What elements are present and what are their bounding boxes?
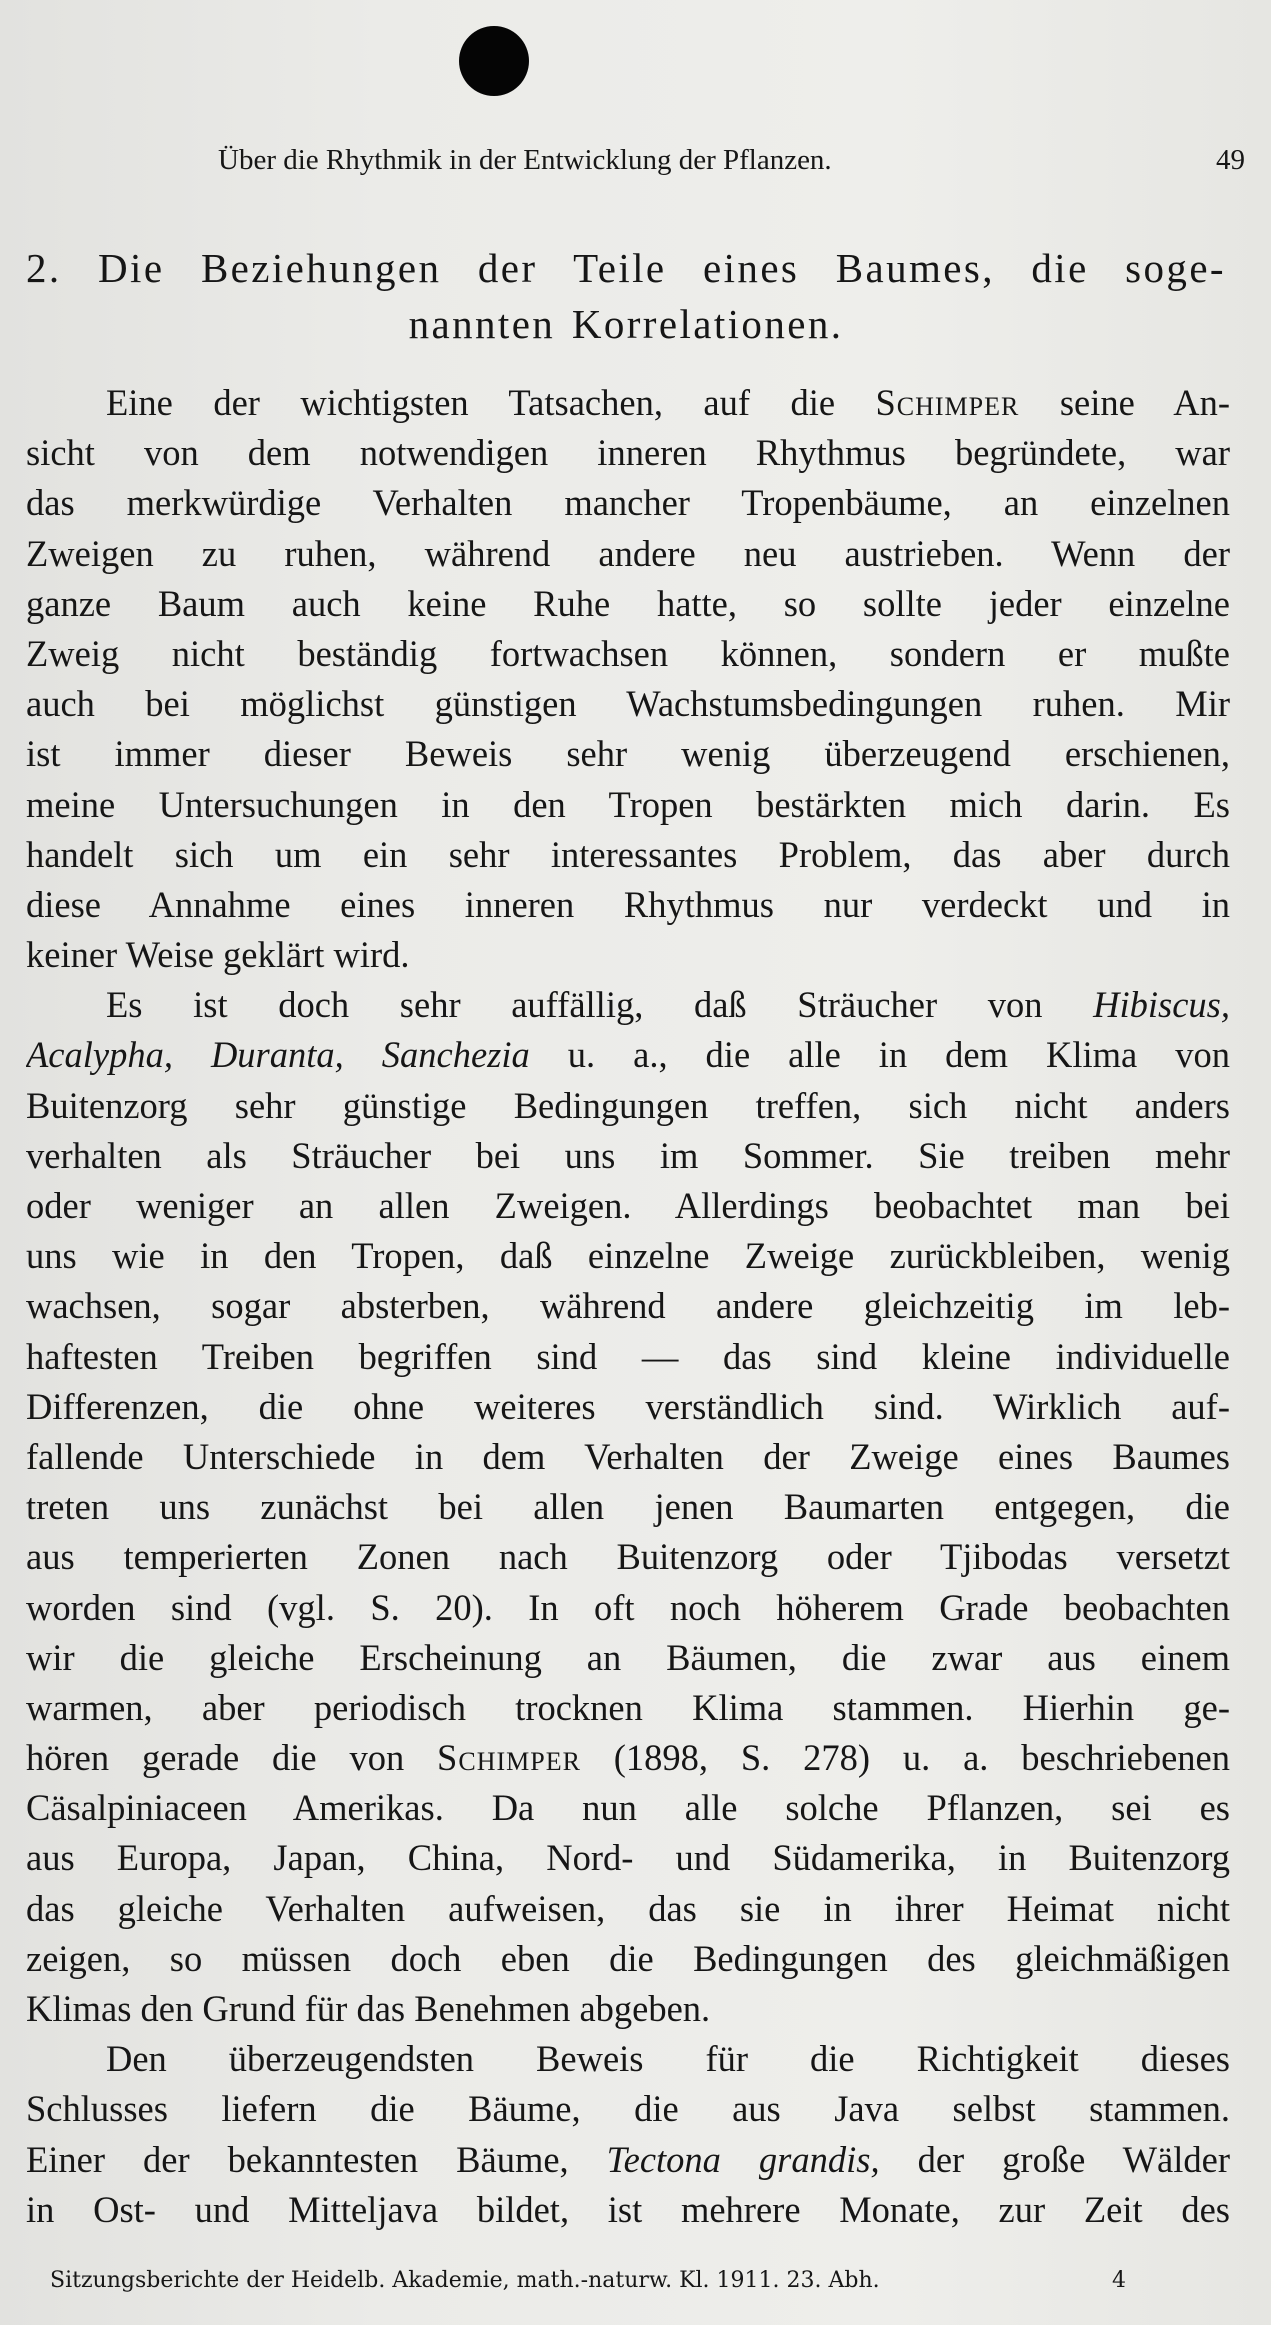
text-line [26, 980, 1230, 1030]
text-run: Cäsalpiniaceen Amerikas. Da nun alle solche Pflanzen, sei es [26, 1787, 1230, 1829]
paragraph [26, 980, 1230, 2034]
body-text [26, 378, 1230, 2235]
text-run: Es ist doch sehr auffällig, daß Sträucher von [106, 984, 1094, 1026]
text-line [26, 1131, 1230, 1181]
text-line [26, 2084, 1230, 2134]
text-run: Eine der wichtigsten Tatsachen, auf die [106, 382, 876, 423]
text-run: worden sind (vgl. S. 20). In oft noch höherem Grade beobachten [26, 1586, 1230, 1628]
text-line [26, 1231, 1230, 1281]
text-line [26, 2185, 1230, 2235]
section-heading-line: nannten Korrelationen. [408, 301, 844, 347]
text-line [26, 1432, 1230, 1482]
text-line [26, 1733, 1230, 1783]
text-run: zeigen, so müssen doch eben die Bedingungen des gleichmäßigen [26, 1937, 1230, 1979]
text-run: Zweig nicht beständig fortwachsen können, sondern er mußte [26, 632, 1230, 674]
running-head [0, 144, 1271, 184]
punch-hole [459, 26, 529, 96]
text-line [26, 679, 1230, 729]
text-run: diese Annahme eines inneren Rhythmus nur verdeckt und in [26, 883, 1230, 925]
italic-taxon: Tectona grandis, [606, 2138, 880, 2180]
section-heading [26, 240, 1226, 352]
text-line [26, 729, 1230, 779]
text-run: u. a., die alle in dem Klima von [529, 1034, 1230, 1076]
text-run: fallende Unterschiede in dem Verhalten der Zweige eines Baumes [26, 1435, 1230, 1477]
text-run: aus temperierten Zonen nach Buitenzorg oder Tjibodas versetzt [26, 1536, 1230, 1578]
text-run: treten uns zunächst bei allen jenen Baumarten entgegen, die [26, 1486, 1230, 1528]
text-run: sicht von dem notwendigen inneren Rhythmus begründete, war [26, 432, 1230, 474]
text-line [26, 1633, 1230, 1683]
text-run: Klimas den Grund für das Benehmen abgeben. [26, 1988, 711, 2029]
text-run: aus Europa, Japan, China, Nord- und Südamerika, in Buitenzorg [26, 1837, 1230, 1879]
text-run: auch bei möglichst günstigen Wachstumsbedingungen ruhen. Mir [26, 683, 1230, 725]
text-line [26, 629, 1230, 679]
text-line [26, 579, 1230, 629]
page-footer [0, 2268, 1271, 2298]
text-line [26, 1934, 1230, 1984]
text-run: wachsen, sogar absterben, während andere gleichzeitig im leb- [26, 1285, 1230, 1327]
text-run: Buitenzorg sehr günstige Bedingungen treffen, sich nicht anders [26, 1084, 1230, 1126]
signature-mark: 4 [1112, 2268, 1126, 2293]
text-line [26, 1532, 1230, 1582]
text-line [26, 1884, 1230, 1934]
author-name: Schimper [437, 1737, 581, 1779]
text-run: haftesten Treiben begriffen sind — das sind kleine individuelle [26, 1335, 1230, 1377]
text-line [26, 1783, 1230, 1833]
text-line [26, 1281, 1230, 1331]
text-run: Einer der bekanntesten Bäume, [26, 2138, 607, 2180]
text-line [26, 880, 1230, 930]
text-line [26, 1833, 1230, 1883]
text-line [26, 780, 1230, 830]
text-line [26, 2034, 1230, 2084]
text-line [26, 1984, 1230, 2034]
text-line [26, 1181, 1230, 1231]
text-line [26, 930, 1230, 980]
text-run: das merkwürdige Verhalten mancher Tropenbäume, an einzelnen [26, 482, 1230, 524]
text-line [26, 1683, 1230, 1733]
text-run: keiner Weise geklärt wird. [26, 934, 410, 976]
text-run: ist immer dieser Beweis sehr wenig überzeugend erschienen, [26, 733, 1230, 775]
text-run: handelt sich um ein sehr interessantes Problem, das aber durch [26, 833, 1230, 875]
text-run: (1898, S. 278) u. a. beschriebenen [580, 1737, 1230, 1779]
text-line [26, 1583, 1230, 1633]
italic-taxon: Acalypha, Duranta, Sanchezia [26, 1034, 530, 1076]
italic-taxon: Hibiscus, [1093, 984, 1230, 1026]
paragraph [26, 2034, 1230, 2235]
text-run: uns wie in den Tropen, daß einzelne Zweige zurückbleiben, wenig [26, 1235, 1230, 1277]
text-line [26, 2135, 1230, 2185]
text-run: in Ost- und Mitteljava bildet, ist mehrere Monate, zur Zeit des [26, 2188, 1230, 2230]
text-run: oder weniger an allen Zweigen. Allerdings beobachtet man bei [26, 1185, 1230, 1226]
text-line [26, 830, 1230, 880]
text-run: warmen, aber periodisch trocknen Klima stammen. Hierhin ge- [26, 1686, 1230, 1728]
running-title: Über die Rhythmik in der Entwicklung der Pflanzen. [218, 144, 832, 176]
text-line [26, 529, 1230, 579]
text-run: Zweigen zu ruhen, während andere neu austrieben. Wenn der [26, 532, 1230, 574]
paragraph [26, 378, 1230, 980]
text-run: ganze Baum auch keine Ruhe hatte, so sollte jeder einzelne [26, 582, 1230, 624]
text-run: das gleiche Verhalten aufweisen, das sie in ihrer Heimat nicht [26, 1887, 1230, 1929]
text-run: der große Wälder [879, 2138, 1230, 2180]
text-run: Schlusses liefern die Bäume, die aus Java selbst stammen. [26, 2088, 1230, 2130]
author-name: Schimper [875, 382, 1020, 423]
text-run: wir die gleiche Erscheinung an Bäumen, die zwar aus einem [26, 1636, 1230, 1678]
text-run: Den überzeugendsten Beweis für die Richtigkeit dieses [106, 2038, 1230, 2080]
text-run: verhalten als Sträucher bei uns im Sommer. Sie treiben mehr [26, 1134, 1230, 1176]
page-number: 49 [1216, 144, 1245, 176]
text-run: seine An- [1019, 382, 1230, 423]
text-line [26, 1030, 1230, 1080]
text-line [26, 1081, 1230, 1131]
text-run: Differenzen, die ohne weiteres verständlich sind. Wirklich auf- [26, 1385, 1230, 1427]
text-line [26, 1382, 1230, 1432]
text-run: hören gerade die von [26, 1737, 438, 1779]
text-line [26, 1332, 1230, 1382]
text-line [26, 378, 1230, 428]
section-heading-line: 2. Die Beziehungen der Teile eines Baumes, die soge- [26, 245, 1226, 291]
text-line [26, 478, 1230, 528]
footer-citation: Sitzungsberichte der Heidelb. Akademie, math.-naturw. Kl. 1911. 23. Abh. [50, 2268, 880, 2293]
text-run: meine Untersuchungen in den Tropen bestärkten mich darin. Es [26, 783, 1230, 825]
text-line [26, 1482, 1230, 1532]
text-line [26, 428, 1230, 478]
